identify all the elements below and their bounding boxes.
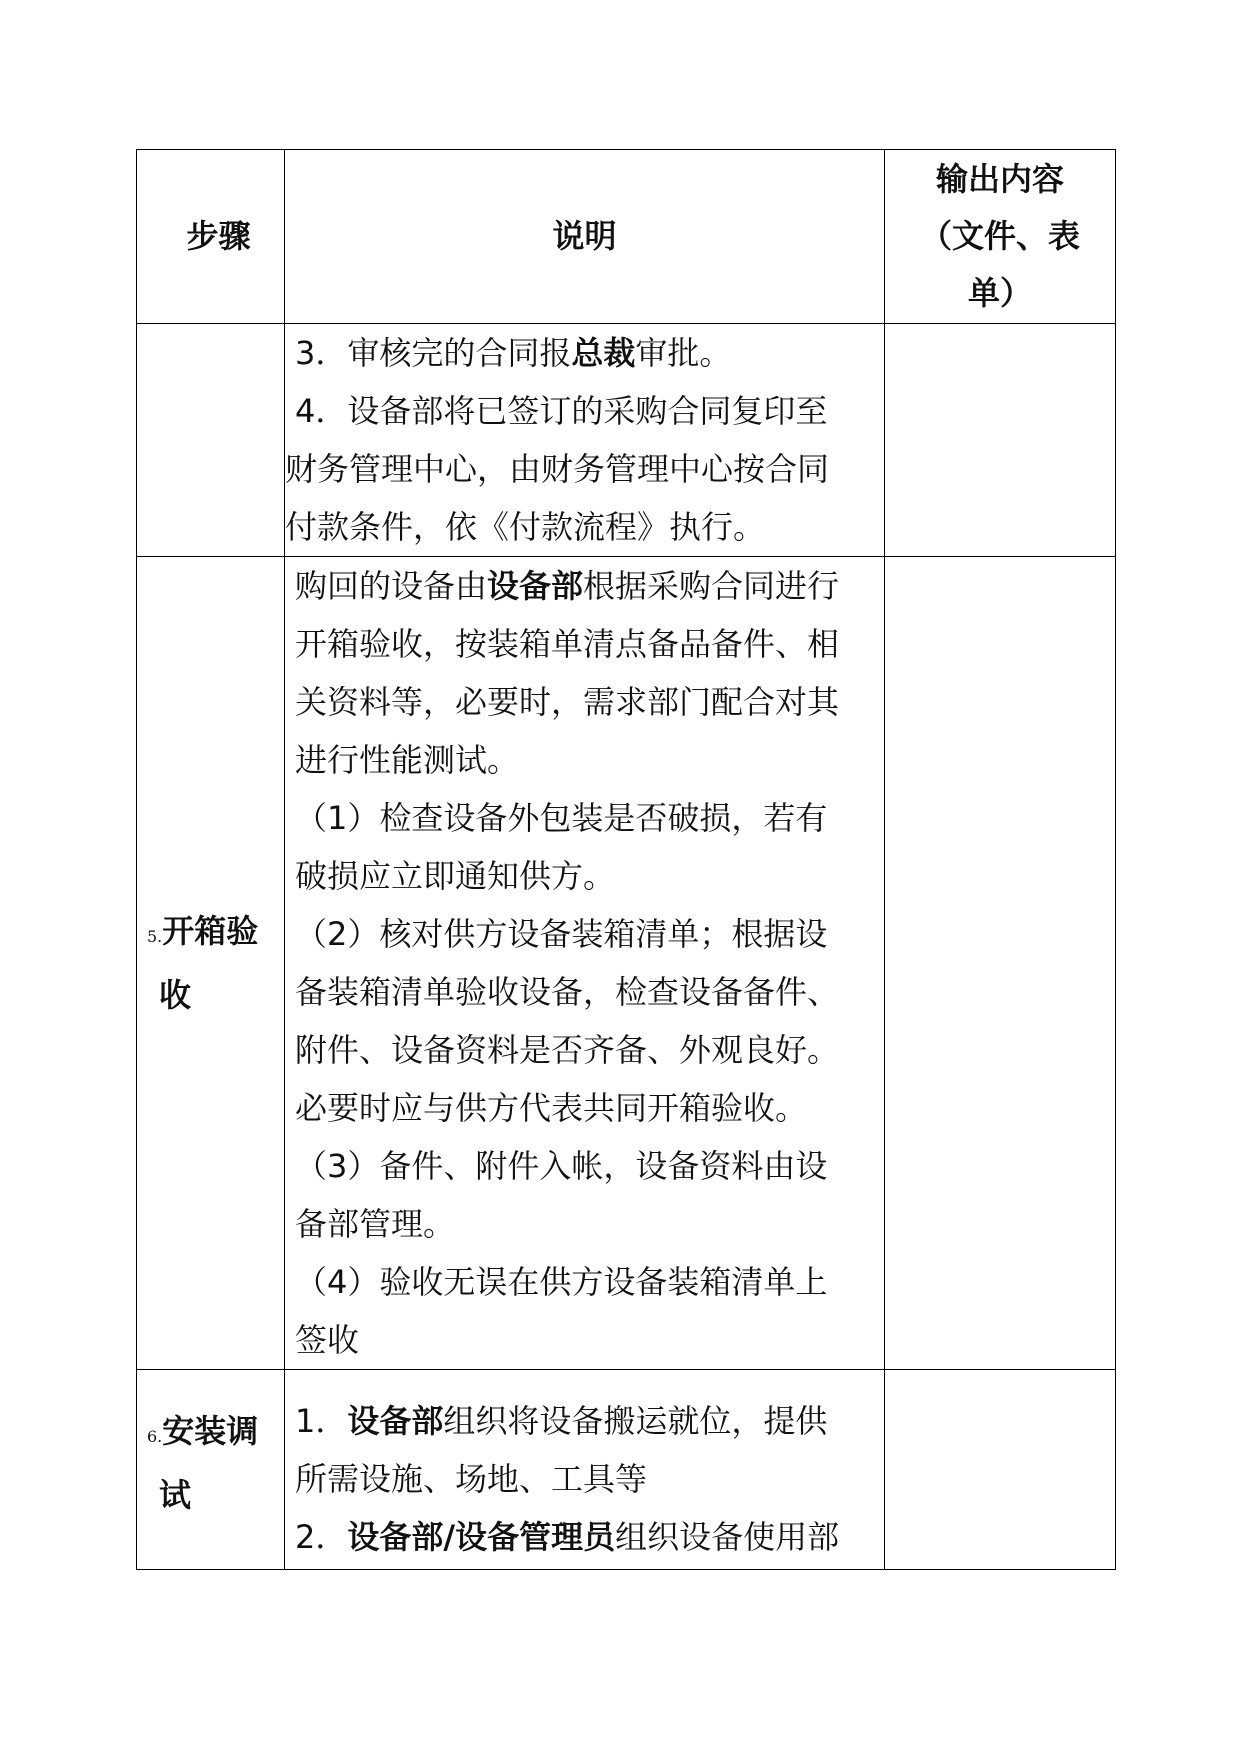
desc-line: 关资料等，必要时，需求部门配合对其 xyxy=(295,683,840,721)
header-row xyxy=(137,150,1116,324)
desc-line: 进行性能测试。 xyxy=(295,741,520,779)
desc-line: 备装箱清单验收设备，检查设备备件、 xyxy=(295,973,840,1011)
step-title-cont: 收 xyxy=(159,976,192,1014)
header-step: 步骤 xyxy=(137,150,285,324)
step-cell xyxy=(137,1370,285,1570)
desc-line: 备部管理。 xyxy=(295,1205,456,1243)
table-row xyxy=(137,324,1116,557)
header-output-line: 输出内容 xyxy=(935,160,1064,198)
desc-line: 签收 xyxy=(295,1321,360,1359)
desc-line: 破损应立即通知供方。 xyxy=(295,857,616,895)
description-cell xyxy=(285,557,885,1370)
header-output-line: 单） xyxy=(967,274,1032,312)
procedure-table xyxy=(136,149,1116,1570)
header-output xyxy=(885,150,1116,324)
header-description: 说明 xyxy=(285,150,885,324)
step-title: 5.开箱验 xyxy=(147,912,259,950)
desc-line: 2．设备部/设备管理员组织设备使用部 xyxy=(295,1518,840,1556)
table-row xyxy=(137,1370,1116,1570)
desc-line: （3）备件、附件入帐，设备资料由设 xyxy=(295,1147,828,1185)
output-cell xyxy=(885,557,1116,1370)
desc-line: 1．设备部组织将设备搬运就位，提供 xyxy=(295,1402,828,1440)
desc-line: 必要时应与供方代表共同开箱验收。 xyxy=(295,1089,808,1127)
table-row xyxy=(137,557,1116,1370)
desc-line: 附件、设备资料是否齐备、外观良好。 xyxy=(295,1031,840,1069)
step-cell xyxy=(137,324,285,557)
desc-line: 所需设施、场地、工具等 xyxy=(295,1460,648,1498)
desc-line: 开箱验收，按装箱单清点备品备件、相 xyxy=(295,625,840,663)
desc-line: （2）核对供方设备装箱清单；根据设 xyxy=(295,915,828,953)
desc-line: 4．设备部将已签订的采购合同复印至 xyxy=(295,392,828,430)
step-title: 6.安装调 xyxy=(147,1412,259,1450)
desc-line: 财务管理中心，由财务管理中心按合同 xyxy=(285,450,830,488)
output-cell xyxy=(885,1370,1116,1570)
step-cell xyxy=(137,557,285,1370)
description-cell xyxy=(285,1370,885,1570)
desc-line: 3．审核完的合同报总裁审批。 xyxy=(295,334,732,372)
desc-line: 付款条件，依《付款流程》执行。 xyxy=(285,508,766,546)
description-cell xyxy=(285,324,885,557)
output-cell xyxy=(885,324,1116,557)
desc-line: （4）验收无误在供方设备装箱清单上 xyxy=(295,1263,828,1301)
header-output-line: （文件、表 xyxy=(919,217,1080,255)
desc-line: （1）检查设备外包装是否破损，若有 xyxy=(295,799,828,837)
step-title-cont: 试 xyxy=(159,1476,192,1514)
desc-line: 购回的设备由设备部根据采购合同进行 xyxy=(295,567,840,605)
